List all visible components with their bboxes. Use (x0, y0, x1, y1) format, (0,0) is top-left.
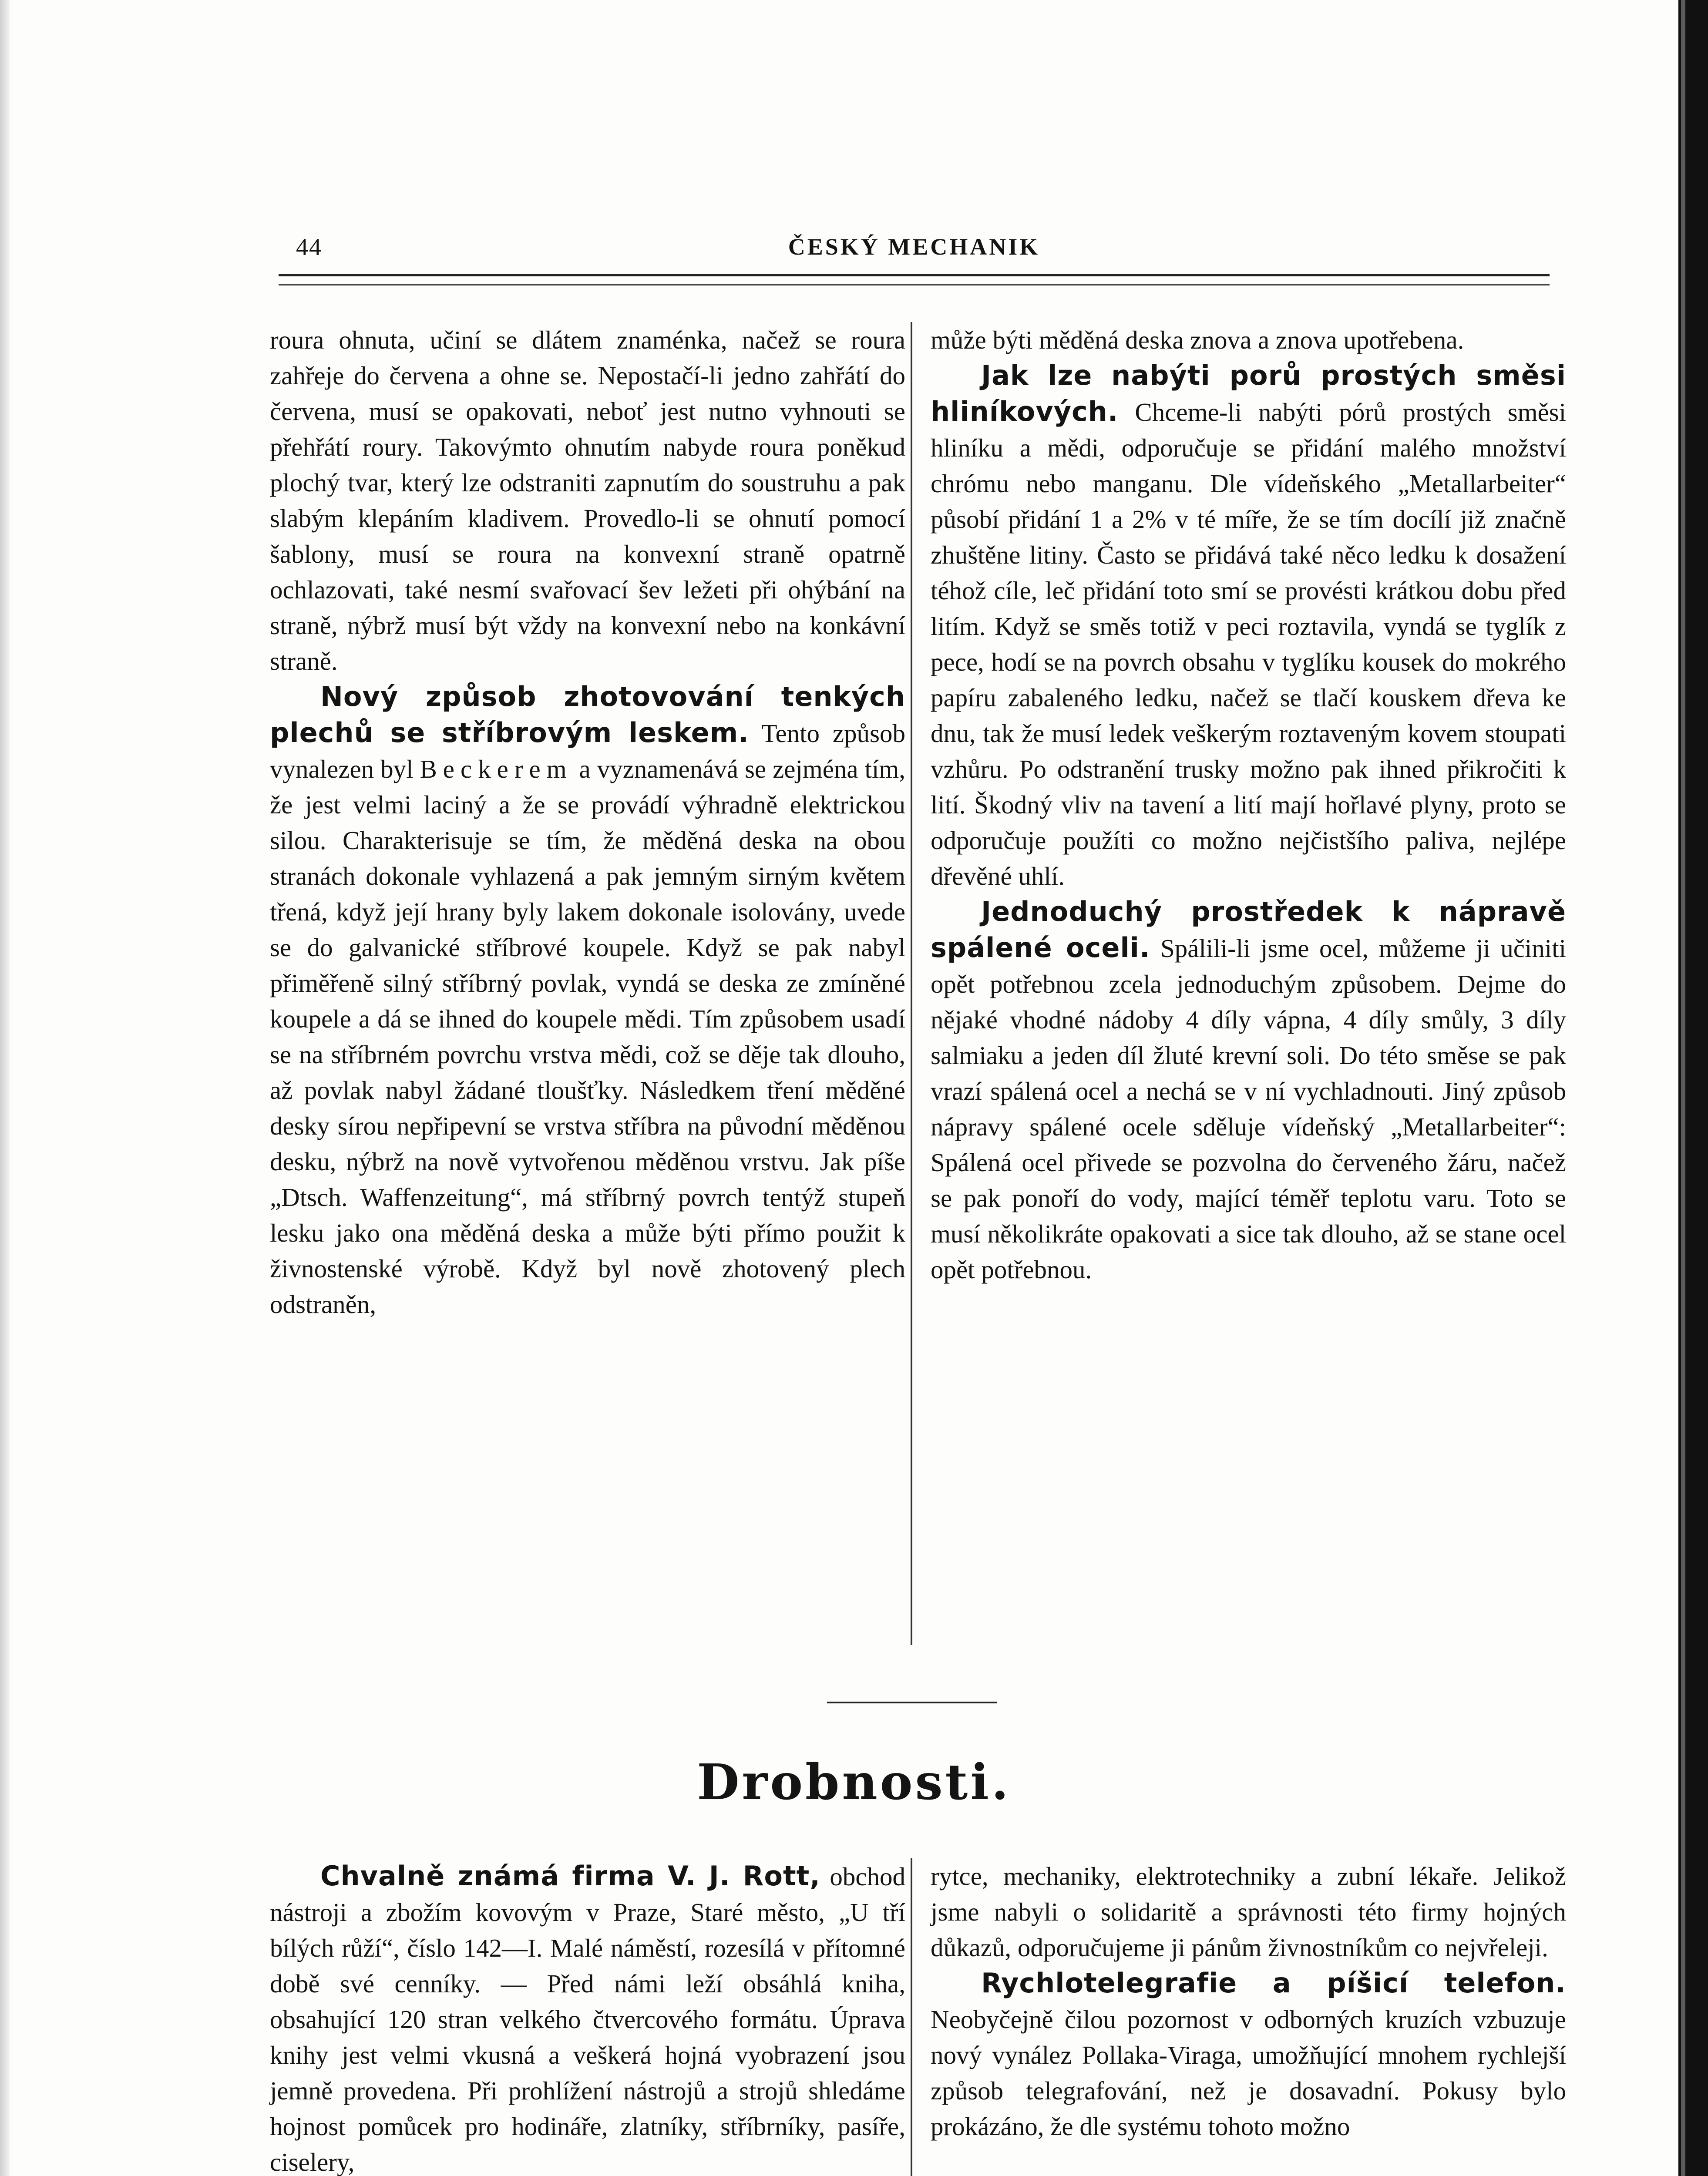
article-aluminium-alloys (931, 358, 1566, 894)
article-telegraphy (931, 1965, 1566, 2144)
left-column (270, 322, 905, 1322)
scan-edge-left (0, 0, 10, 2176)
article-heading: Rychlotelegrafie a píšicí telefon. (981, 1967, 1566, 1999)
article-text: Tento způsob vynalezen byl (270, 719, 905, 783)
page-header (279, 230, 1550, 265)
running-title: ČESKÝ MECHANIK (788, 234, 1040, 260)
header-rule (279, 274, 1550, 285)
article-continuation: může býti měděná deska znova a znova upotřebena. (931, 326, 1464, 354)
article-text: obchod nástroji a zbožím kovovým v Praze, Staré město, „U tří bílých růží“, číslo 142—I. Malé náměstí, rozesílá v přítomné době své cenníky. — Před námi leží obsáhlá kniha, obsahující 120 stran velkého čtvercového formátu. Úprava knihy jest velmi vkusná a veškerá hojná vyobrazení jsou jemně provedena. Při prohlížení nástrojů a strojů shledáme hojnost pomůcek pro hodináře, zlatníky, stříbrníky, pasíře, ciselery, (270, 1862, 905, 2176)
article-continuation: rytce, mechaniky, elektrotechniky a zubní lékaře. Jelikož jsme nabyli o solidaritě a správnosti této firmy hojných důkazů, odporučujeme ji pánům živnostníkům co nejvřeleji. (931, 1862, 1566, 1962)
article-heading: Nový způsob zhotovování tenkých plechů se stříbrovým leskem. (270, 681, 905, 749)
scan-edge-right (1678, 0, 1708, 2176)
page-number: 44 (296, 234, 322, 261)
bottom-right-column (931, 1858, 1566, 2144)
article-burnt-steel (931, 894, 1566, 1287)
article-text: Spálili-li jsme ocel, můžeme ji učiniti opět potřebnou zcela jednoduchým způsobem. Dejme do nějaké vhodné nádoby 4 díly vápna, 4 díly smůly, 3 díly salmiaku a jeden díl žluté krevní soli. Do této směse se pak vrazí spálená ocel a nechá se v ní vychladnouti. Jiný způsob nápravy spálené ocele sděluje vídeňský „Metallarbeiter“: Spálená ocel přivede se pozvolna do červeného žáru, načež se pak ponoří do vody, mající téměř teplotu varu. Toto se musí několikráte opakovati a sice tak dlouho, až se stane ocel opět potřebnou. (931, 934, 1566, 1284)
section-title: Drobnosti. (697, 1754, 1011, 1811)
article-rott-firm (270, 1858, 905, 2176)
article-text: a vyznamenává se zejména tím, že jest velmi laciný a že se provádí výhradně elektrickou silou. Charakterisuje se tím, že měděná deska na obou stranách dokonale vyhlazená a pak jemným sirným květem třená, když její hrany byly lakem dokonale isolovány, uvede se do galvanické stříbrové koupele. Když se pak nabyl přiměřeně silný stříbrný povlak, vyndá se deska ze zmíněné koupele a dá se ihned do koupele mědi. Tím způsobem usadí se na stříbrném povrchu vrstva mědi, což se děje tak dlouho, až povlak nabyl žádané tloušťky. Následkem tření měděné desky sírou nepřipevní se vrstva stříbra na původní měděnou desku, nýbrž na nově vytvořenou měděnou vrstvu. Jak píše „Dtsch. Waffenzeitung“, má stříbrný povrch tentýž stupeň lesku jako ona měděná deska a může býti přímo použit k živnostenské výrobě. Když byl nově zhotovený plech odstraněn, (270, 755, 905, 1319)
article-heading: Jednoduchý prostředek k nápravě spálené oceli. (931, 896, 1566, 964)
right-column (931, 322, 1566, 1287)
article-silver-plates (270, 679, 905, 1322)
article-text: Chceme-li nabýti pórů prostých směsi hliníku a mědi, odporučuje se přidání malého množství chrómu nebo manganu. Dle vídeňského „Metallarbeiter“ působí přidání 1 a 2% v té míře, že se tím docílí již značně zhuštěne litiny. Často se přidává také něco ledku k dosažení téhož cíle, leč přidání toto smí se provésti krátkou dobu před litím. Když se směs totiž v peci roztavila, vyndá se tyglík z pece, hodí se na povrch obsahu v tyglíku kousek do mokrého papíru zabaleného ledku, načež se tlačí kouskem dřeva ke dnu, tak že musí ledek veškerým roztaveným kovem stoupati vzhůru. Po odstranění trusky možno pak ihned přikročiti k lití. Škodný vliv na tavení a lití mají hořlavé plyny, proto se odporučuje použíti co možno nejčistšího paliva, nejlépe dřevěné uhlí. (931, 398, 1566, 890)
section-separator (827, 1702, 997, 1703)
article-text: Neobyčejně čilou pozornost v odborných kruzích vzbuzuje nový vynález Pollaka-Viraga, umožňující mnohem rychlejší způsob telegrafování, než je dosavadní. Pokusy bylo prokázáno, že dle systému tohoto možno (931, 2005, 1566, 2141)
bottom-left-column (270, 1858, 905, 2176)
article-heading: Jak lze nabýti porů prostých směsi hliníkových. (931, 359, 1566, 427)
column-divider (911, 322, 912, 1645)
inventor-name: Beckerem (420, 755, 573, 783)
article-heading: Chvalně známá firma V. J. Rott, (320, 1860, 820, 1892)
article-continuation: roura ohnuta, učiní se dlátem znaménka, načež se roura zahřeje do červena a ohne se. Nepostačí-li jedno zahřátí do červena, musí se opakovati, neboť jest nutno vyhnouti se přehřátí roury. Takovýmto ohnutím nabyde roura poněkud plochý tvar, který lze odstraniti zapnutím do soustruhu a pak slabým klepáním kladivem. Provedlo-li se ohnutí pomocí šablony, musí se roura na konvexní straně opatrně ochlazovati, také nesmí svařovací šev ležeti při ohýbání na straně, nýbrž musí být vždy na konvexní nebo na konkávní straně. (270, 326, 905, 675)
column-divider (911, 1858, 912, 2176)
